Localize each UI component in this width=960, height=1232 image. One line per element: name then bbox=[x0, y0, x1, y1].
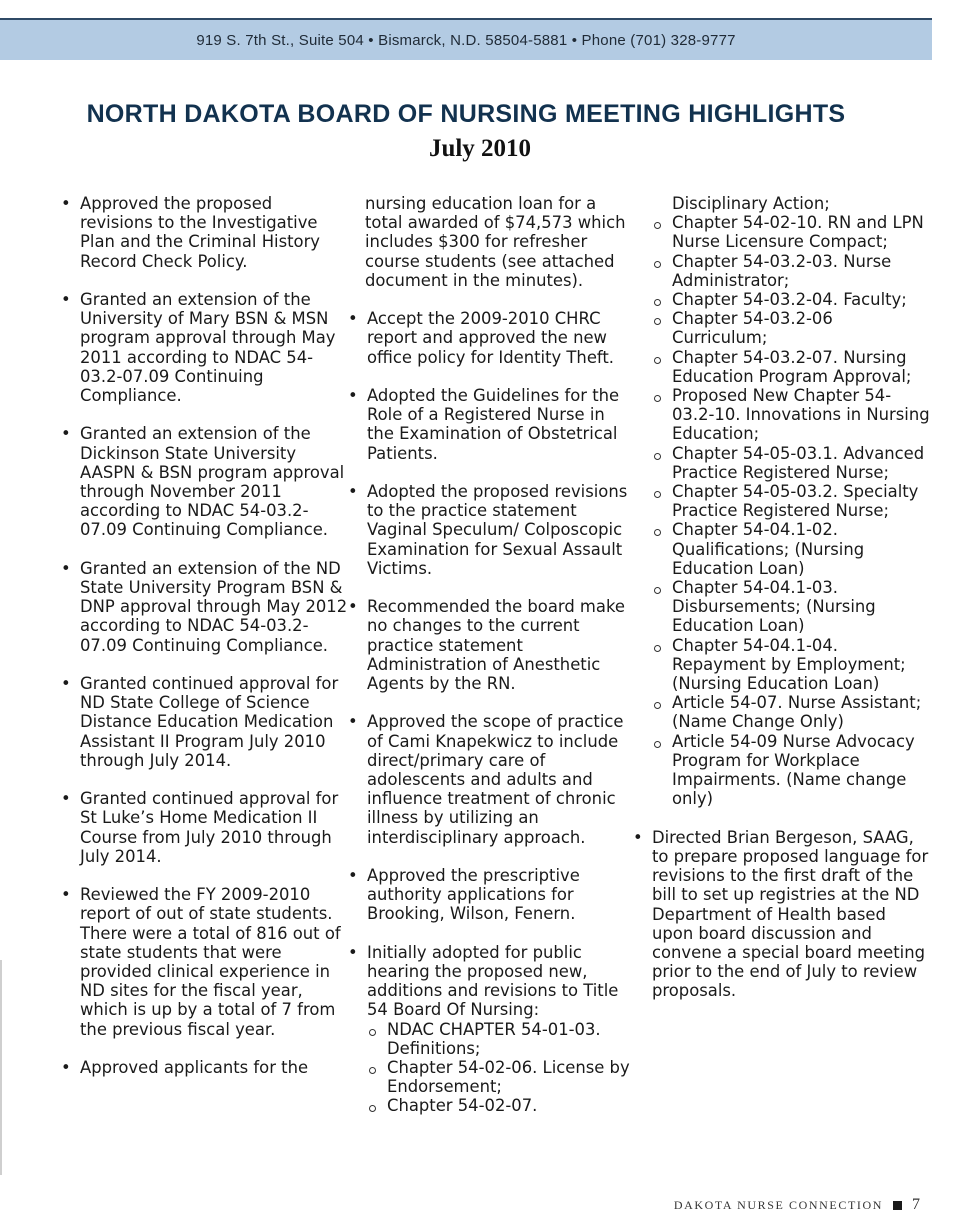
list-item: • Adopted the Guidelines for the Role of a Registered Nurse in the Examination of Obstetrical Patients. bbox=[345, 386, 630, 463]
list-item: • Accept the 2009-2010 CHRC report and approved the new office policy for Identity Theft. bbox=[345, 309, 630, 367]
square-icon bbox=[893, 1201, 902, 1210]
column-3 bbox=[630, 194, 930, 1001]
sub-list-item: Chapter 54-02-07. bbox=[365, 1096, 630, 1115]
sub-list-item: Proposed New Chapter 54-03.2-10. Innovations in Nursing Education; bbox=[630, 386, 930, 444]
page-number: 7 bbox=[912, 1196, 920, 1213]
continued-text: Disciplinary Action; bbox=[672, 194, 830, 213]
sub-list-item: Chapter 54-03.2-07. Nursing Education Program Approval; bbox=[630, 348, 930, 386]
address-bar bbox=[0, 20, 932, 60]
page-title: NORTH DAKOTA BOARD OF NURSING MEETING HIGHLIGHTS bbox=[86, 100, 846, 128]
list-item: • Approved the proposed revisions to the Investigative Plan and the Criminal History Record Check Policy. bbox=[58, 194, 348, 271]
list-item: • Granted an extension of the ND State University Program BSN & DNP approval through May 2012 according to NDAC 54-03.2-07.09 Continuing Compliance. bbox=[58, 559, 348, 655]
sub-list-item: Chapter 54-03.2-04. Faculty; bbox=[630, 290, 930, 309]
list-item: • Reviewed the FY 2009-2010 report of out of state students. There were a total of 816 out of state students that were provided clinical experience in ND sites for the fiscal year, which is up by a total of 7 from the previous fiscal year. bbox=[58, 885, 348, 1039]
publication-name: DAKOTA NURSE CONNECTION bbox=[673, 1197, 883, 1212]
sub-list-item: Chapter 54-04.1-04. Repayment by Employment; (Nursing Education Loan) bbox=[630, 636, 930, 694]
column-1 bbox=[58, 194, 348, 1077]
sub-list-item: Chapter 54-03.2-03. Nurse Administrator; bbox=[630, 252, 930, 290]
list-item: • Approved the scope of practice of Cami Knapekwicz to include direct/primary care of adolescents and adults and influence treatment of chronic illness by utilizing an interdisciplinary approach. bbox=[345, 712, 630, 846]
list-item: • Granted an extension of the Dickinson State University AASPN & BSN program approval through November 2011 according to NDAC 54-03.2-07.09 Continuing Compliance. bbox=[58, 424, 348, 539]
continued-text: nursing education loan for a total awarded of $74,573 which includes $300 for refresher course students (see attached document in the minutes). bbox=[365, 194, 626, 290]
list-item: • Directed Brian Bergeson, SAAG, to prepare proposed language for revisions to the first draft of the bill to set up registries at the ND Department of Health based upon board discussion and convene a special board meeting prior to the end of July to review proposals. bbox=[630, 828, 930, 1001]
list-item: • Granted continued approval for ND State College of Science Distance Education Medication Assistant II Program July 2010 through July 2014. bbox=[58, 674, 348, 770]
sub-list-item: NDAC CHAPTER 54-01-03. Definitions; bbox=[365, 1020, 630, 1058]
list-item: • Approved applicants for the bbox=[58, 1058, 348, 1077]
sub-list-item: Chapter 54-02-10. RN and LPN Nurse Licensure Compact; bbox=[630, 213, 930, 251]
list-item: • Recommended the board make no changes to the current practice statement Administration of Anesthetic Agents by the RN. bbox=[345, 597, 630, 693]
margin-rule bbox=[0, 960, 2, 1175]
sub-list bbox=[345, 1020, 630, 1116]
list-item: • Granted continued approval for St Luke’s Home Medication II Course from July 2010 through July 2014. bbox=[58, 789, 348, 866]
sub-list-item: Chapter 54-05-03.2. Specialty Practice Registered Nurse; bbox=[630, 482, 930, 520]
footer bbox=[674, 1196, 920, 1214]
page-subtitle: July 2010 bbox=[428, 135, 532, 162]
sub-list-item: Chapter 54-04.1-03. Disbursements; (Nursing Education Loan) bbox=[630, 578, 930, 636]
list-item: • Adopted the proposed revisions to the practice statement Vaginal Speculum/ Colposcopic Examination for Sexual Assault Victims. bbox=[345, 482, 630, 578]
sub-list-item: Chapter 54-03.2-06 Curriculum; bbox=[630, 309, 930, 347]
address-text: 919 S. 7th St., Suite 504 • Bismarck, N.D. 58504-5881 • Phone (701) 328-9777 bbox=[196, 31, 736, 49]
list-item: • Approved the prescriptive authority applications for Brooking, Wilson, Fenern. bbox=[345, 866, 630, 924]
sub-list-item: Chapter 54-05-03.1. Advanced Practice Registered Nurse; bbox=[630, 444, 930, 482]
sub-list-item: Chapter 54-04.1-02. Qualifications; (Nursing Education Loan) bbox=[630, 520, 930, 578]
sub-list bbox=[630, 213, 930, 808]
column-2 bbox=[345, 194, 630, 1116]
list-item: • Granted an extension of the University of Mary BSN & MSN program approval through May 2011 according to NDAC 54-03.2-07.09 Continuing Compliance. bbox=[58, 290, 348, 405]
sub-list-item: Chapter 54-02-06. License by Endorsement; bbox=[365, 1058, 630, 1096]
sub-list-item: Article 54-07. Nurse Assistant; (Name Change Only) bbox=[630, 693, 930, 731]
list-item: • Initially adopted for public hearing the proposed new, additions and revisions to Title 54 Board Of Nursing: bbox=[345, 943, 630, 1020]
sub-list-item: Article 54-09 Nurse Advocacy Program for Workplace Impairments. (Name change only) bbox=[630, 732, 930, 809]
